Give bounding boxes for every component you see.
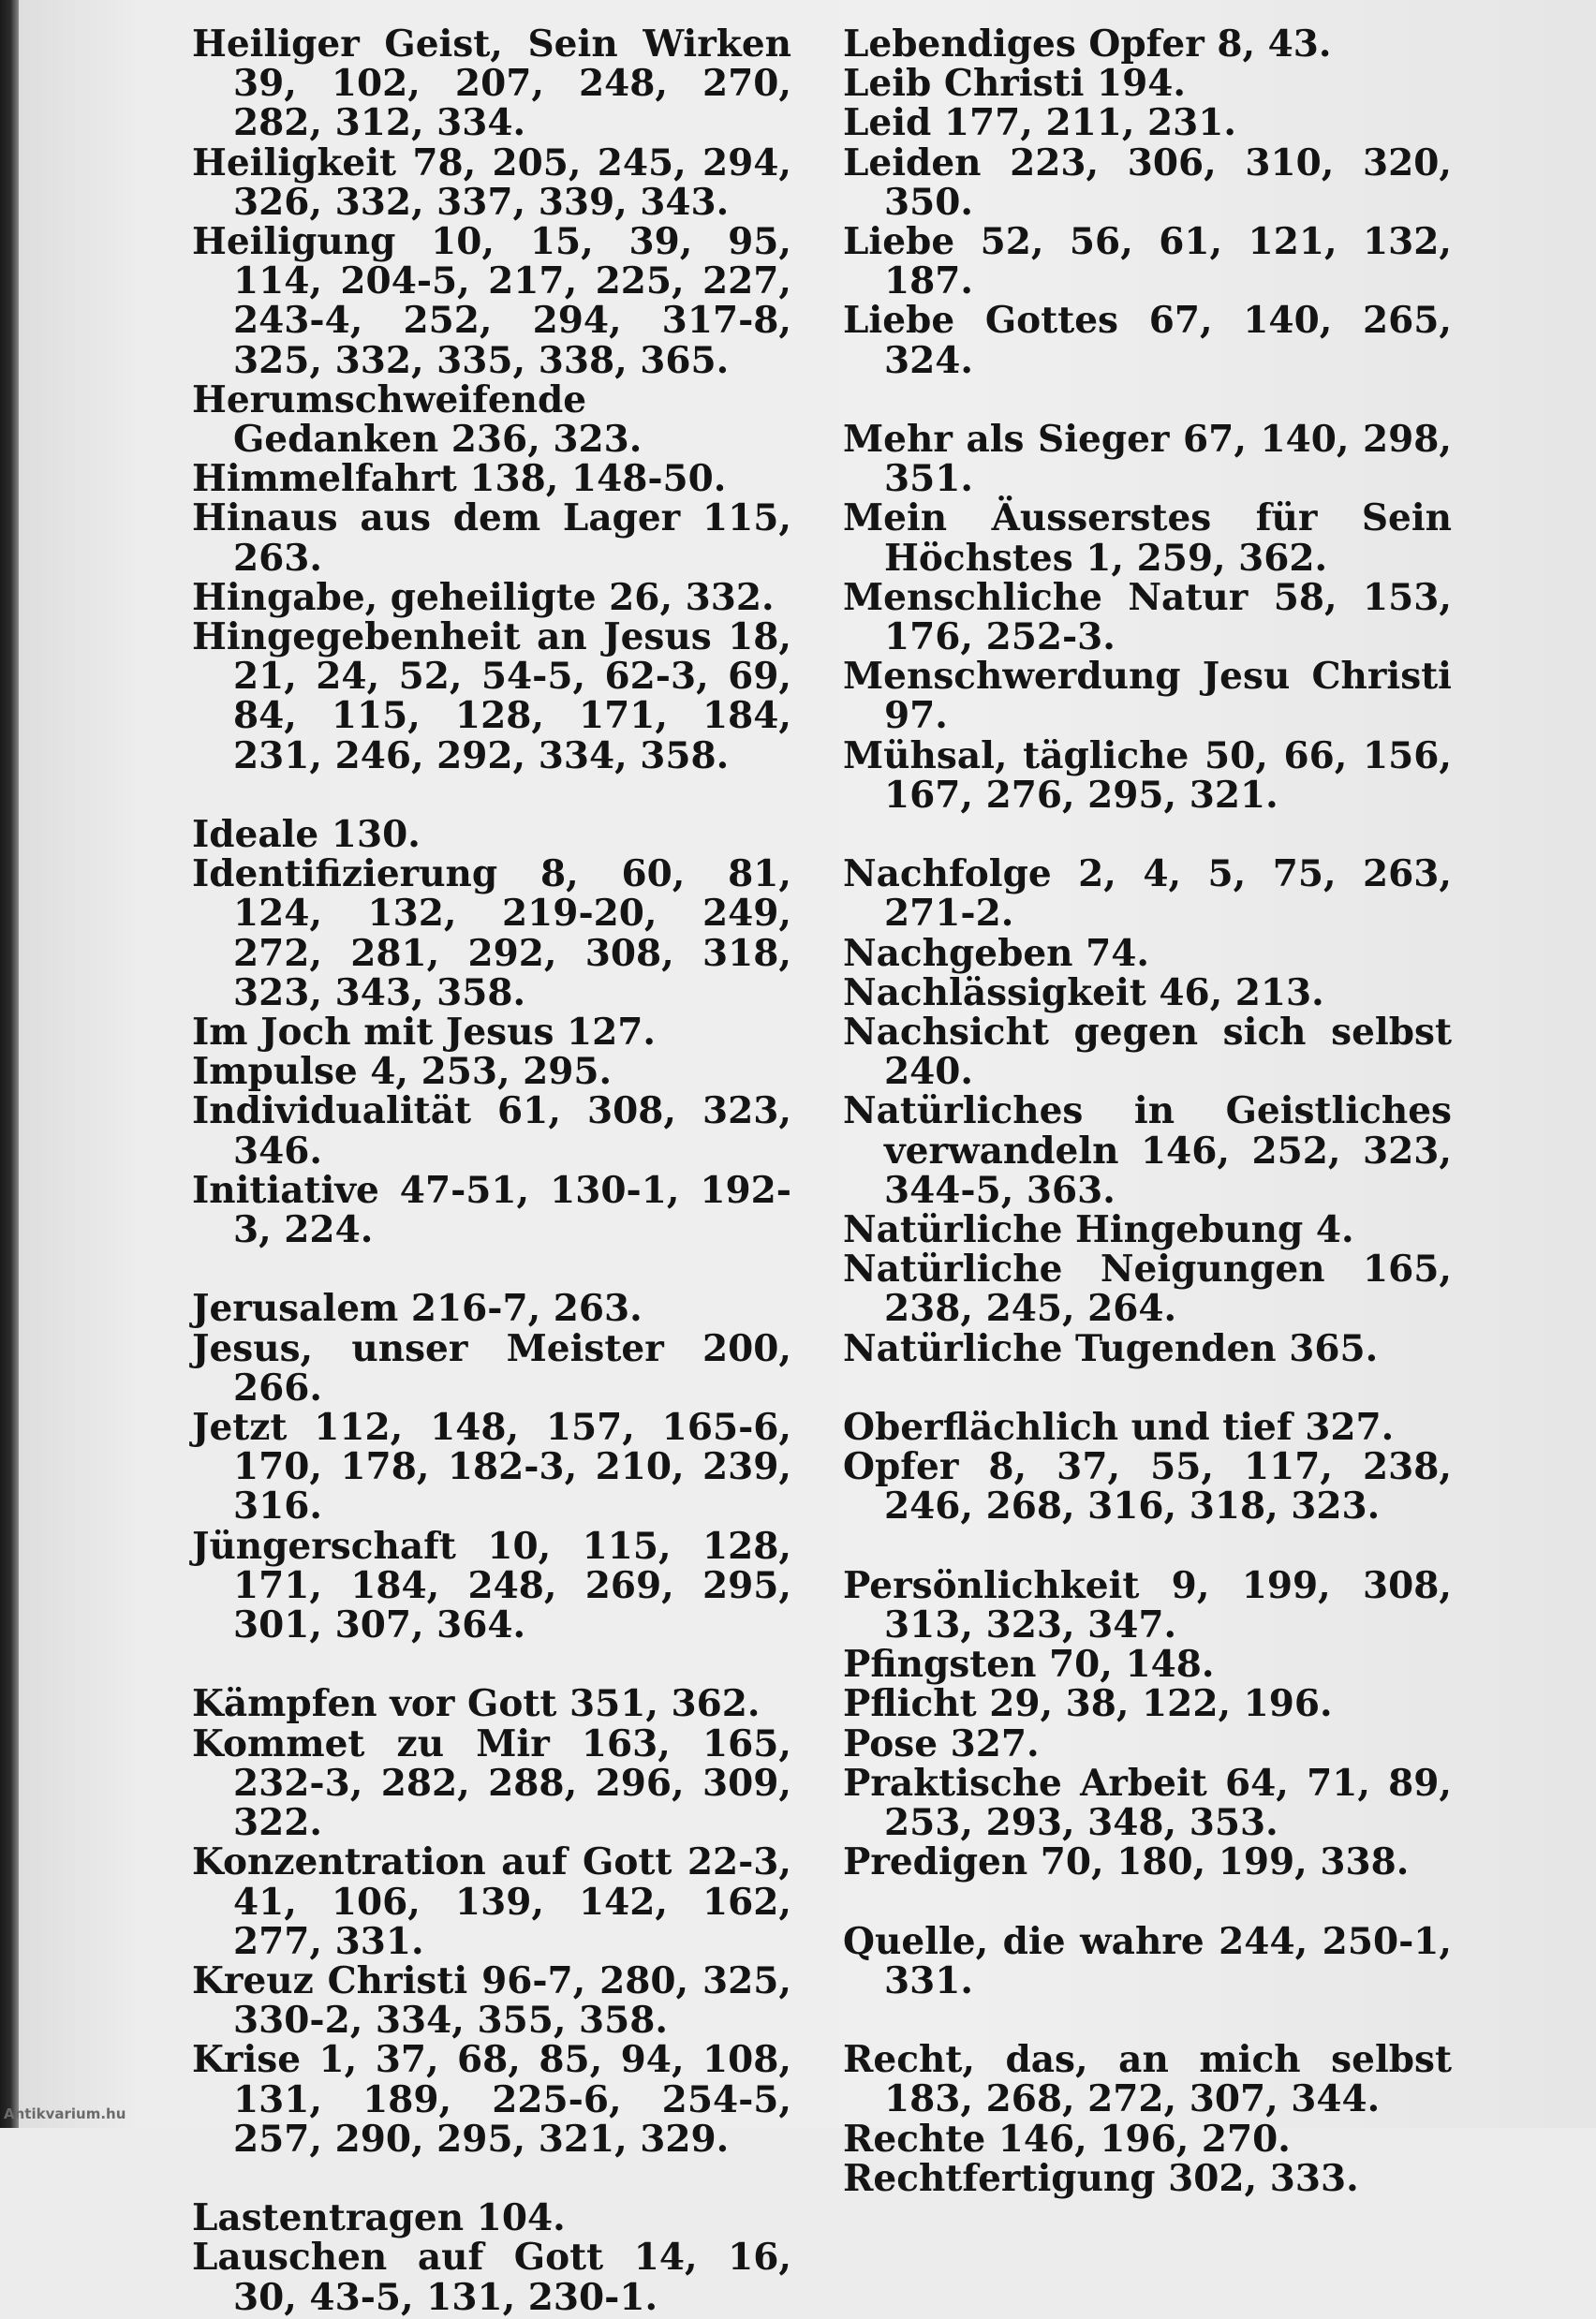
index-entry: Nachgeben 74. — [843, 931, 1149, 975]
index-entry: Lauschen auf Gott 14, 16, 30, 43-5, 131, 230-1. — [192, 2236, 791, 2319]
index-entry: Initiative 47-51, 130-1, 192-3, 224. — [192, 1168, 791, 1252]
index-entry: Impulse 4, 253, 295. — [192, 1050, 613, 1094]
index-entry: Himmelfahrt 138, 148-50. — [192, 457, 727, 501]
index-entry: Heiligung 10, 15, 39, 95, 114, 204-5, 217, 225, 227, 243-4, 252, 294, 317-8, 325, 332, 335, 338, 365. — [192, 220, 791, 382]
index-entry: Natürliche Neigungen 165, 238, 245, 264. — [843, 1248, 1452, 1331]
index-entry: Opfer 8, 37, 55, 117, 238, 246, 268, 316, 318, 323. — [843, 1445, 1452, 1529]
index-entry: Im Joch mit Jesus 127. — [192, 1011, 657, 1055]
index-page — [19, 0, 1596, 2319]
index-entry: Natürliche Hingebung 4. — [843, 1208, 1354, 1252]
index-entry: Jetzt 112, 148, 157, 165-6, 170, 178, 182-3, 210, 239, 316. — [192, 1406, 791, 1529]
book-spine-shadow — [0, 0, 19, 2128]
index-entry: Lastentragen 104. — [192, 2196, 566, 2240]
index-entry: Natürliche Tugenden 365. — [843, 1326, 1379, 1370]
index-entry: Mehr als Sieger 67, 140, 298, 351. — [843, 418, 1452, 501]
index-entry: Recht, das, an mich selbst 183, 268, 272, 307, 344. — [843, 2038, 1452, 2121]
index-entry: Menschliche Natur 58, 153, 176, 252-3. — [843, 575, 1452, 659]
index-entry: Natürliches in Geistliches verwandeln 146, 252, 323, 344-5, 363. — [843, 1089, 1452, 1212]
index-entry: Hingegebenheit an Jesus 18, 21, 24, 52, 54-5, 62-3, 69, 84, 115, 128, 171, 184, 231, 246, 292, 334, 358. — [192, 615, 791, 777]
index-entry: Predigen 70, 180, 199, 338. — [843, 1840, 1410, 1884]
index-entry: Liebe 52, 56, 61, 121, 132, 187. — [843, 220, 1452, 303]
index-entry: Leiden 223, 306, 310, 320, 350. — [843, 140, 1452, 224]
index-entry: Leid 177, 211, 231. — [843, 101, 1237, 145]
index-entry: Nachfolge 2, 4, 5, 75, 263, 271-2. — [843, 852, 1452, 936]
index-entry: Jerusalem 216-7, 263. — [192, 1287, 643, 1331]
index-entry: Herumschweifende Gedanken 236, 323. — [192, 377, 643, 462]
index-entry: Heiliger Geist, Sein Wirken 39, 102, 207, 248, 270, 282, 312, 334. — [192, 22, 791, 145]
index-entry: Konzentration auf Gott 22-3, 41, 106, 139, 142, 162, 277, 331. — [192, 1840, 791, 1963]
index-entry: Rechtfertigung 302, 333. — [843, 2156, 1359, 2200]
index-entry: Persönlichkeit 9, 199, 308, 313, 323, 347. — [843, 1563, 1452, 1647]
index-entry: Quelle, die wahre 244, 250-1, 331. — [843, 1919, 1452, 2002]
index-entry: Hinaus aus dem Lager 115, 263. — [192, 496, 791, 580]
index-entry: Menschwerdung Jesu Christi 97. — [843, 655, 1452, 738]
left-index-column — [192, 24, 791, 2317]
index-entry: Krise 1, 37, 68, 85, 94, 108, 131, 189, 225-6, 254-5, 257, 290, 295, 321, 329. — [192, 2038, 791, 2161]
index-entry: Ideale 130. — [192, 813, 421, 857]
index-entry: Heiligkeit 78, 205, 245, 294, 326, 332, 337, 339, 343. — [192, 140, 791, 224]
index-entry: Lebendiges Opfer 8, 43. — [843, 22, 1332, 66]
index-entry: Kreuz Christi 96-7, 280, 325, 330-2, 334, 355, 358. — [192, 1958, 791, 2043]
index-entry: Praktische Arbeit 64, 71, 89, 253, 293, 348, 353. — [843, 1761, 1452, 1845]
watermark-text: Antikvarium.hu — [4, 2105, 126, 2122]
index-entry: Mühsal, tägliche 50, 66, 156, 167, 276, 295, 321. — [843, 733, 1452, 817]
index-entry: Mein Äusserstes für Sein Höchstes 1, 259, 362. — [843, 496, 1452, 580]
right-index-column — [843, 24, 1452, 2198]
index-entry: Oberflächlich und tief 327. — [843, 1406, 1395, 1450]
index-entry: Liebe Gottes 67, 140, 265, 324. — [843, 299, 1452, 382]
index-entry: Jesus, unser Meister 200, 266. — [192, 1326, 791, 1410]
index-entry: Identifizierung 8, 60, 81, 124, 132, 219-20, 249, 272, 281, 292, 308, 318, 323, 343, 358. — [192, 852, 791, 1014]
index-entry: Kämpfen vor Gott 351, 362. — [192, 1682, 761, 1726]
index-entry: Individualität 61, 308, 323, 346. — [192, 1089, 791, 1173]
index-entry: Pose 327. — [843, 1721, 1040, 1765]
index-entry: Nachlässigkeit 46, 213. — [843, 970, 1324, 1014]
index-entry: Hingabe, geheiligte 26, 332. — [192, 575, 775, 619]
index-entry: Pflicht 29, 38, 122, 196. — [843, 1682, 1333, 1726]
index-entry: Rechte 146, 196, 270. — [843, 2117, 1291, 2161]
index-entry: Jüngerschaft 10, 115, 128, 171, 184, 248, 269, 295, 301, 307, 364. — [192, 1524, 791, 1647]
index-entry: Nachsicht gegen sich selbst 240. — [843, 1011, 1452, 1094]
index-entry: Leib Christi 194. — [843, 62, 1187, 106]
index-entry: Pfingsten 70, 148. — [843, 1643, 1215, 1687]
index-entry: Kommet zu Mir 163, 165, 232-3, 282, 288, 296, 309, 322. — [192, 1721, 791, 1845]
